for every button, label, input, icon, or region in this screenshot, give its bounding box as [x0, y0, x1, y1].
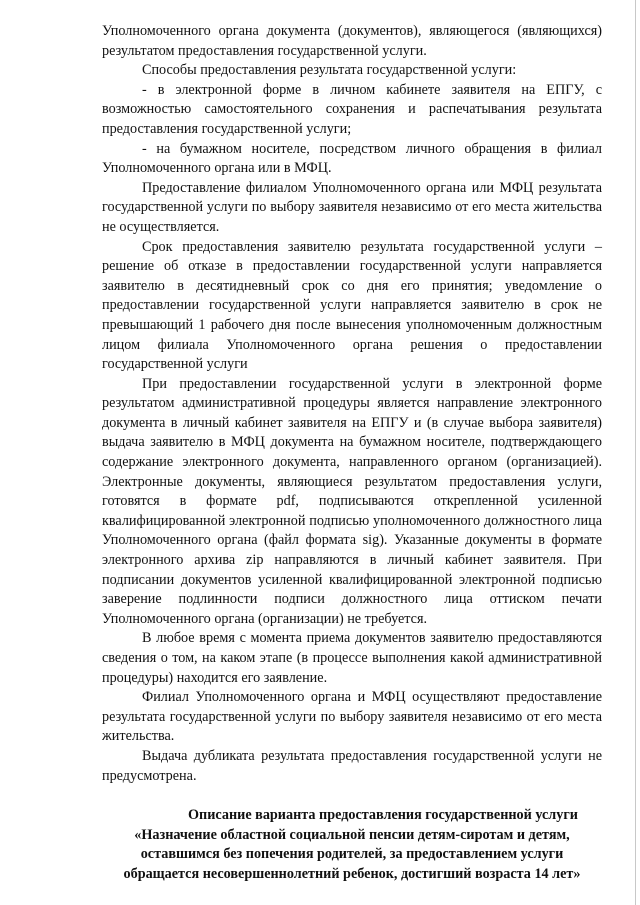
section-heading-line: «Назначение областной социальной пенсии детям-сиротам и детям, — [134, 826, 570, 843]
paragraph-electronic-form: - в электронной форме в личном кабинете заявителя на ЕПГУ, с возможностью самостоятельного сохранения и распечатывания результата предоставления государственной услуги; — [102, 81, 602, 137]
paragraph-electronic-result: При предоставлении государственной услуги в электронной форме результатом административной процедуры является направление электронного документа в личный кабинет заявителя на ЕПГУ и (в случае выбора заявителя) выдача заявителю в МФЦ документа на бумажном носителе, подтверждающего содержание электронного документа, направленного органом (организацией). Электронные документы, являющиеся результатом предоставления услуги, готовятся в формате pdf, подписываются открепленной усиленной квалифицированной электронной подписью уполномоченного должностного лица Уполномоченного органа (файл формата sig). Указанные документы в формате электронного архива zip направляются в личный кабинет заявителя. При подписании документов усиленной квалифицированной электронной подписью заверение подлинности подписи должностного лица оттиском печати Уполномоченного органа (организации) не требуется. — [102, 375, 602, 627]
paragraph-duplicate: Выдача дубликата результата предоставления государственной услуги не предусмотрена. — [102, 747, 602, 784]
document-body — [102, 22, 602, 885]
section-spacer — [102, 786, 602, 806]
paragraph-paper-form: - на бумажном носителе, посредством личного обращения в филиал Уполномоченного органа или в МФЦ. — [102, 140, 602, 177]
section-heading-line: Описание варианта предоставления государственной услуги — [188, 807, 578, 824]
paragraph-result-documents: Уполномоченного органа документа (документов), являющегося (являющихся) результатом предоставления государственной услуги. — [102, 23, 602, 59]
paragraph-residence-restriction: Предоставление филиалом Уполномоченного органа или МФЦ результата государственной услуги по выбору заявителя независимо от его места жительства не осуществляется. — [102, 179, 602, 235]
section-heading-line: оставшимся без попечения родителей, за предоставлением услуги — [140, 846, 564, 863]
paragraph-delivery-term: Срок предоставления заявителю результата государственной услуги – решение об отказе в предоставлении государственной услуги направляется заявителю в десятидневный срок со дня его принятия; уведомление о предоставлении государственной услуги направляется заявителю в срок не превышающий 1 рабочего дня после вынесения уполномоченным должностным лицом филиала Уполномоченного органа решения о предоставлении государственной услуги — [102, 238, 602, 373]
scan-edge-line — [635, 0, 636, 905]
paragraph-branch-mfc: Филиал Уполномоченного органа и МФЦ осуществляют предоставление результата государственной услуги по выбору заявителя независимо от его места жительства. — [102, 689, 602, 745]
section-heading-line: обращается несовершеннолетний ребенок, достигший возраста 14 лет» — [123, 865, 581, 882]
section-heading — [102, 806, 602, 884]
paragraph-delivery-methods: Способы предоставления результата государственной услуги: — [142, 62, 517, 79]
paragraph-status-info: В любое время с момента приема документов заявителю предоставляются сведения о том, на каком этапе (в процессе выполнения какой административной процедуры) находится его заявление. — [102, 630, 602, 686]
